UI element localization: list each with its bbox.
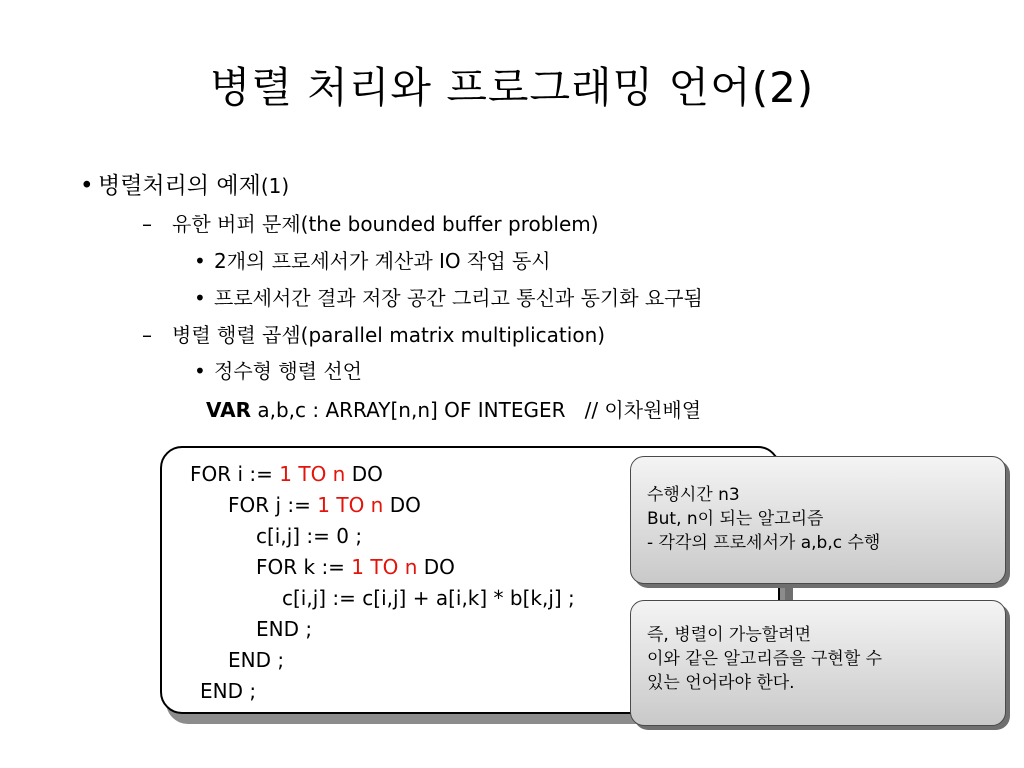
code-line-7: END ; [228,648,285,672]
outline-item-1-1-text: 유한 버퍼 문제 [172,212,301,236]
outline-item-1-2-1-text: 정수형 행렬 선언 [214,359,362,383]
callout-language [630,600,1006,726]
code-text: DO [383,493,421,517]
dot-bullet-icon: • [194,286,206,310]
outline-item-1-1-1 [194,247,551,275]
code-text: FOR j := [228,493,318,517]
outline-item-1-2-1 [194,357,362,385]
code-line-2 [228,491,421,519]
bullet-icon: • [80,173,94,199]
dot-bullet-icon: • [194,359,206,383]
slide-title-suffix: (2) [751,63,815,112]
code-line-4 [256,553,455,581]
var-declaration [206,396,701,424]
code-line-3: c[i,j] := 0 ; [256,524,363,548]
code-line-5: c[i,j] := c[i,j] + a[i,k] * b[k,j] ; [282,586,575,610]
outline-item-1-text: 병렬처리의 예제 [98,173,261,199]
outline-item-1-2 [142,321,606,349]
code-text: DO [345,462,383,486]
var-keyword: VAR [206,398,251,422]
slide-title-main: 병렬 처리와 프로그래밍 언어 [209,63,752,112]
dash-icon: – [142,323,152,347]
var-comment: // 이차원배열 [584,398,702,422]
code-range: 1 TO n [351,555,418,579]
code-line-1 [190,460,383,488]
callout-2-line-1: 즉, 병렬이 가능할려면 [647,625,812,645]
dot-bullet-icon: • [194,249,206,273]
code-text: FOR i := [190,462,280,486]
callout-2-line-3: 있는 언어라야 한다. [647,673,795,693]
code-range: 1 TO n [279,462,346,486]
dash-icon: – [142,212,152,236]
code-text: FOR k := [256,555,352,579]
callout-2-line-2: 이와 같은 알고리즘을 구현할 수 [647,649,883,669]
outline-item-1-1-2-text: 프로세서간 결과 저장 공간 그리고 통신과 동기화 요구됨 [214,286,703,310]
slide-title [0,62,1024,114]
callout-1-line-3: - 각각의 프로세서가 a,b,c 수행 [647,533,881,553]
code-text: DO [417,555,455,579]
callout-runtime [630,456,1006,584]
outline-item-1-1-2 [194,284,703,312]
outline-item-1-suffix: (1) [260,174,290,198]
outline-item-1-2-text: 병렬 행렬 곱셈 [172,323,301,347]
code-line-6: END ; [256,617,313,641]
callout-1-line-2: But, n이 되는 알고리즘 [647,509,824,529]
outline-item-1-1-1-text: 2개의 프로세서가 계산과 IO 작업 동시 [214,249,551,273]
outline-item-1-1 [142,210,599,238]
outline-item-1 [80,170,290,202]
callout-1-line-1: 수행시간 n3 [647,485,740,505]
outline-item-1-1-suffix: (the bounded buffer problem) [300,212,599,236]
var-decl: a,b,c : ARRAY[n,n] OF INTEGER [251,398,566,422]
code-line-8: END ; [200,679,257,703]
outline-item-1-2-suffix: (parallel matrix multiplication) [300,323,606,347]
code-range: 1 TO n [317,493,384,517]
